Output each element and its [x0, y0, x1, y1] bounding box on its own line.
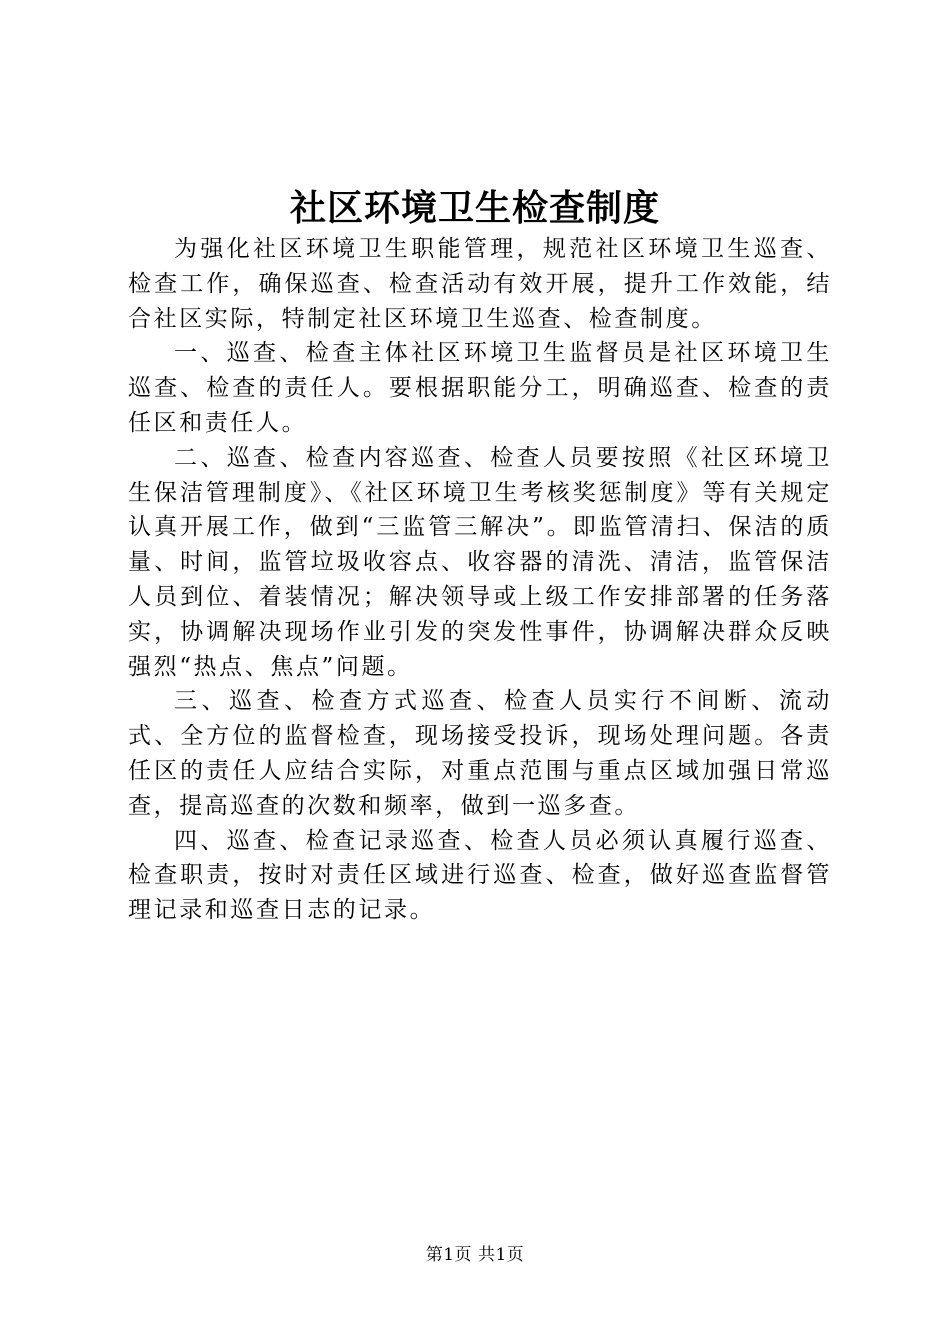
document-title: 社区环境卫生检查制度: [289, 187, 660, 229]
paragraph-section-3: 三、巡查、检查方式巡查、检查人员实行不间断、流动式、全方位的监督检查，现场接受投诉，现场处理问题。各责任区的责任人应结合实际，对重点范围与重点区域加强日常巡查，提高巡查的次数和频率，做到一巡多查。: [128, 688, 832, 819]
paragraph-section-4: 四、巡查、检查记录巡查、检查人员必须认真履行巡查、检查职责，按时对责任区域进行巡查、检查，做好巡查监督管理记录和巡查日志的记录。: [128, 827, 832, 924]
document-body: [128, 232, 832, 928]
paragraph-intro: 为强化社区环境卫生职能管理，规范社区环境卫生巡查、检查工作，确保巡查、检查活动有效开展，提升工作效能，结合社区实际，特制定社区环境卫生巡查、检查制度。: [128, 236, 832, 332]
paragraph-section-2: 二、巡查、检查内容巡查、检查人员要按照《社区环境卫生保洁管理制度》、《社区环境卫生考核奖惩制度》等有关规定认真开展工作，做到“三监管三解决”。即监管清扫、保洁的质量、时间，监管垃圾收容点、收容器的清洗、清洁，监管保洁人员到位、着装情况；解决领导或上级工作安排部署的任务落实，协调解决现场作业引发的突发性事件，协调解决群众反映强烈“热点、焦点”问题。: [128, 444, 832, 680]
page-number-footer: 第1页 共1页: [425, 1245, 525, 1265]
paragraph-section-1: 一、巡查、检查主体社区环境卫生监督员是社区环境卫生巡查、检查的责任人。要根据职能分工，明确巡查、检查的责任区和责任人。: [128, 340, 832, 436]
